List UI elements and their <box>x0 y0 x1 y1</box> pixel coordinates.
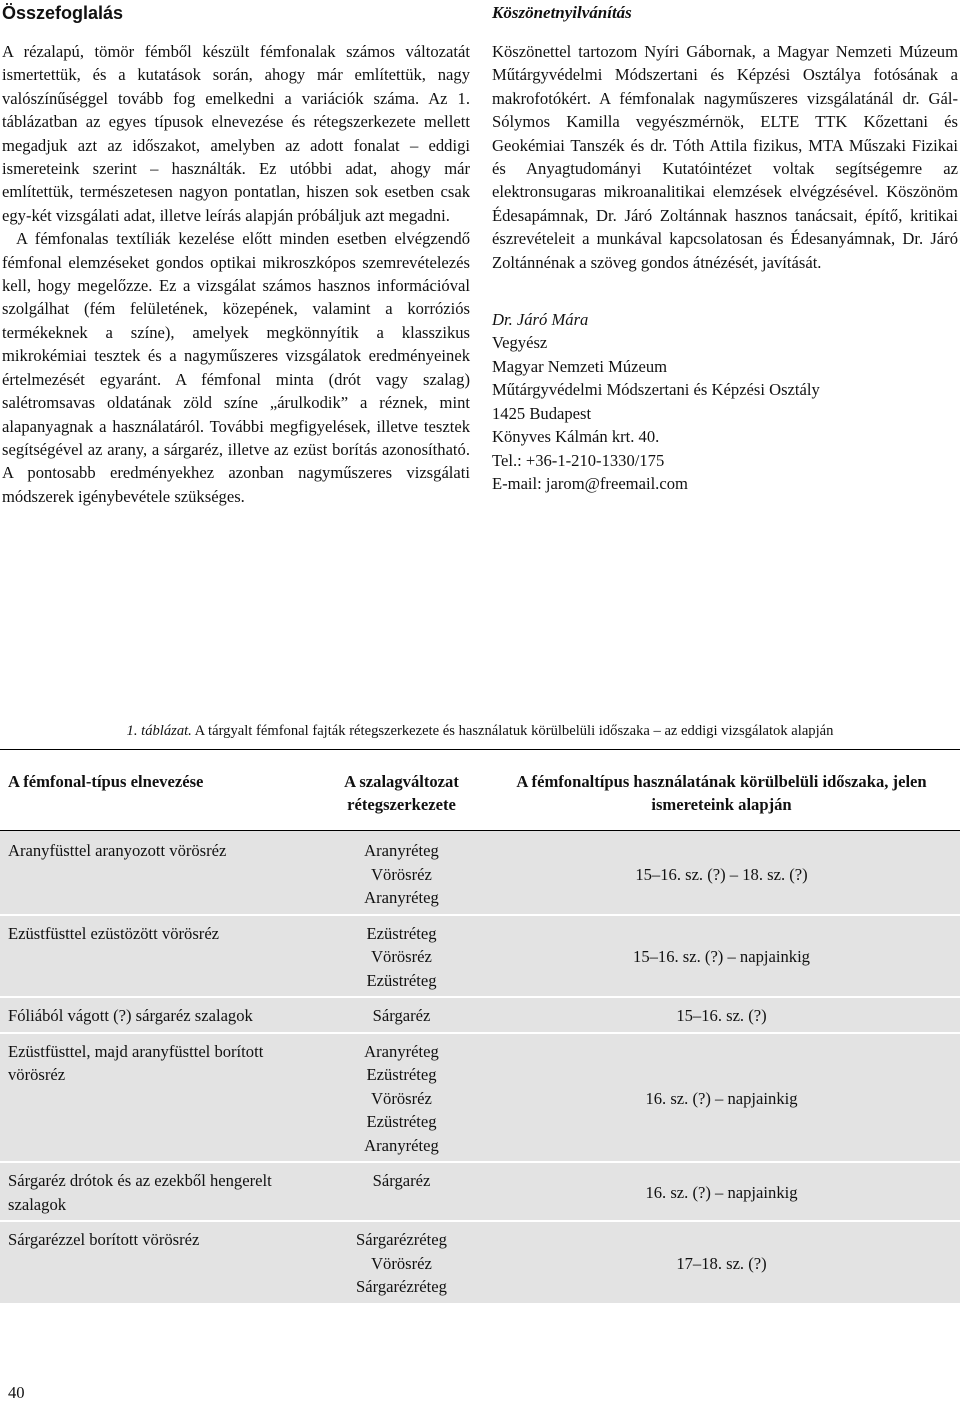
layer: Vörösréz <box>371 1253 432 1273</box>
row-period: 17–18. sz. (?) <box>483 1221 960 1304</box>
row-period: 15–16. sz. (?) – napjainkig <box>483 915 960 998</box>
header-type: A fémfonal-típus elnevezése <box>8 772 204 791</box>
row-type: Ezüstfüsttel ezüstözött vörösréz <box>0 915 320 998</box>
table-row <box>0 1221 960 1304</box>
layer: Vörösréz <box>371 1088 432 1108</box>
acknowledgement-paragraph: Köszönettel tartozom Nyíri Gábornak, a Magyar Nemzeti Múzeum Műtárgyvédelmi Módszertani és Képzési Osztálya fotósának a makrofotókért. A fémfonalak nagyműszeres vizsgálatánál dr. Gál-Sólymos Kamilla vegyészmérnök, ELTE TTK Kőzettani és Geokémiai Tanszék és dr. Tóth Attila fizikus, MTA Műszaki Fizikai és Anyagtudományi Kutatóintézet voltak segítségemre az elektronsugaras mikroanalitikai elemzések elvégzésével. Köszönöm Édesapámnak, Dr. Járó Zoltánnak hasznos tanácsait, építő, kritikai észrevételeit a munkával kapcsolatosan és Édesanyámnak, Dr. Járó Zoltánnénak a szöveg gondos átnézését, javítását. <box>492 42 958 272</box>
layer: Ezüstréteg <box>366 970 437 990</box>
summary-heading: Összefoglalás <box>2 3 124 23</box>
header-layers: A szalagváltozat rétegszerkezete <box>344 772 459 814</box>
table-header-row <box>0 750 960 831</box>
layer: Aranyréteg <box>364 888 439 907</box>
summary-column <box>2 0 470 508</box>
summary-paragraph-1: A rézalapú, tömör fémből készült fémfonalak számos változatát ismertettük, és a kutatások során, ahogy már említettük, nagy valószínűséggel tovább fog emelkedni a variációk száma. Az 1. táblázatban az egyes típusok elnevezése és rétegszerkezete mellett megadjuk azt az időszakot, amelyben az adott fonalat – eddigi ismereteink szerint – használták. Ez utóbbi adat, ahogy már említettük, természetesen nagyon pontatlan, hiszen sok esetben csak egy-két vizsgálati adat, illetve leírás alapján próbáljuk azt megadni. <box>2 42 470 225</box>
author-street: Könyves Kálmán krt. 40. <box>492 427 660 447</box>
table-caption-label: 1. táblázat. <box>126 723 192 739</box>
author-name: Dr. Járó Mára <box>492 310 589 330</box>
row-layers <box>320 1162 483 1221</box>
author-department: Műtárgyvédelmi Módszertani és Képzési Osztály <box>492 380 820 400</box>
row-type: Fóliából vágott (?) sárgaréz szalagok <box>0 997 320 1033</box>
summary-paragraph-2: A fémfonalas textíliák kezelése előtt minden esetben elvégzendő fémfonal elemzéseket gondos optikai mikroszkópos szemrevételezés kell, hogy megelőzze. Ez a vizsgálat számos hasznos információval szolgálhat (fém felületének, közepének, valamint a korróziós termékeknek a színe), amelyek megkönnyítik a klasszikus mikrokémiai tesztek és a nagyműszeres vizsgálatok eredményeinek értelmezését egyaránt. A fémfonal minta (drót vagy szalag) salétromsavas oldatának zöld színe „árulkodik” a réznek, mint alapanyagnak a használatáról. További megfigyelések, illetve tesztek segítségével az arany, a sárgaréz, illetve az ezüst borítás azonosítható. A pontosabb eredményekhez azonban nagyműszeres vizsgálati módszerek igénybevétele szükséges. <box>2 229 470 506</box>
table-caption-text: A tárgyalt fémfonal fajták rétegszerkezete és használatuk körülbelüli időszaka – az eddigi vizsgálatok alapján <box>191 723 834 739</box>
row-type: Sárgaréz drótok és az ezekből hengerelt szalagok <box>0 1162 320 1221</box>
row-layers <box>320 997 483 1033</box>
layer: Vörösréz <box>371 947 432 966</box>
layer: Sárgaréz <box>372 1006 431 1025</box>
author-address <box>492 308 958 495</box>
author-phone: Tel.: +36-1-210-1330/175 <box>492 450 665 470</box>
table-row <box>0 1033 960 1163</box>
author-institution: Magyar Nemzeti Múzeum <box>492 356 668 376</box>
row-layers <box>320 915 483 998</box>
layer: Sárgarézréteg <box>356 1230 447 1249</box>
author-city: 1425 Budapest <box>492 403 592 423</box>
row-period: 15–16. sz. (?) – 18. sz. (?) <box>483 831 960 915</box>
acknowledgement-heading: Köszönetnyilvánítás <box>492 3 632 22</box>
layer: Aranyréteg <box>364 841 439 860</box>
table-caption <box>0 720 960 742</box>
header-period: A fémfonaltípus használatának körülbelüli időszaka, jelen ismereteink alapján <box>516 772 927 814</box>
row-period: 16. sz. (?) – napjainkig <box>483 1162 960 1221</box>
page-number: 40 <box>8 1383 25 1402</box>
table-row <box>0 1162 960 1221</box>
row-layers <box>320 1221 483 1304</box>
layer: Ezüstréteg <box>366 1112 437 1131</box>
metal-thread-table <box>0 749 960 1305</box>
layer: Aranyréteg <box>364 1041 439 1061</box>
acknowledgement-column <box>492 0 958 495</box>
row-type: Ezüstfüsttel, majd aranyfüsttel borított vörösréz <box>0 1033 320 1163</box>
row-type: Aranyfüsttel aranyozott vörösréz <box>0 831 320 915</box>
table-row <box>0 831 960 915</box>
layer: Ezüstréteg <box>366 923 437 943</box>
table-row <box>0 997 960 1033</box>
row-layers <box>320 831 483 915</box>
table <box>0 749 960 1305</box>
layer: Ezüstréteg <box>366 1065 437 1084</box>
row-period: 15–16. sz. (?) <box>483 997 960 1033</box>
row-period: 16. sz. (?) – napjainkig <box>483 1033 960 1163</box>
layer: Sárgaréz <box>372 1171 431 1190</box>
layer: Sárgarézréteg <box>356 1277 447 1296</box>
row-type: Sárgarézzel borított vörösréz <box>0 1221 320 1304</box>
layer: Aranyréteg <box>364 1135 439 1155</box>
author-title: Vegyész <box>492 333 548 353</box>
table-row <box>0 915 960 998</box>
layer: Vörösréz <box>371 864 432 884</box>
author-email: E-mail: jarom@freemail.com <box>492 473 688 493</box>
row-layers <box>320 1033 483 1163</box>
